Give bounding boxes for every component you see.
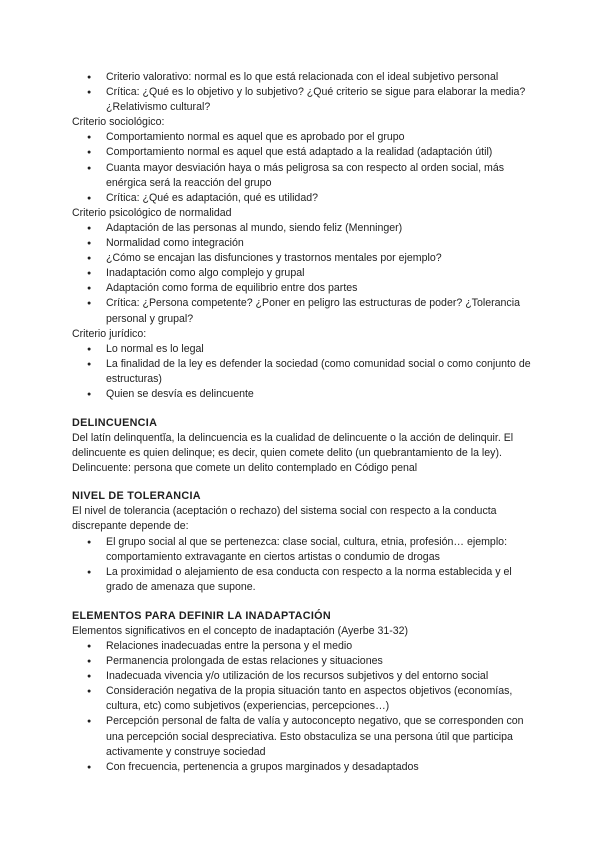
- elementos-list: [72, 639, 532, 775]
- tolerancia-list: [72, 535, 532, 595]
- list-item: ● Comportamiento normal es aquel que está adaptado a la realidad (adaptación útil): [106, 145, 532, 160]
- heading-nivel-tolerancia: NIVEL DE TOLERANCIA: [72, 490, 201, 503]
- list-item: ● Lo normal es lo legal: [106, 342, 532, 357]
- list-item: ● Consideración negativa de la propia situación tanto en aspectos objetivos (economías, cultura, etc) como subjetivos (experiencias, percepciones…): [106, 684, 532, 714]
- top-list: [72, 70, 532, 115]
- list-item: ● El grupo social al que se pertenezca: clase social, cultura, etnia, profesión… ejemplo: comportamiento extravagante en ciertos artistas o condumio de drogas: [106, 535, 532, 565]
- list-item: ● Relaciones inadecuadas entre la persona y el medio: [106, 639, 532, 654]
- juridico-list: [72, 342, 532, 402]
- list-item: ● Crítica: ¿Qué es adaptación, qué es utilidad?: [106, 191, 532, 206]
- list-item: ● Normalidad como integración: [106, 236, 532, 251]
- list-item: ● Inadecuada vivencia y/o utilización de los recursos subjetivos y del entorno social: [106, 669, 532, 684]
- sociologico-list: [72, 130, 532, 205]
- heading-delincuencia: DELINCUENCIA: [72, 417, 158, 430]
- heading-elementos-inadaptacion: ELEMENTOS PARA DEFINIR LA INADAPTACIÓN: [72, 609, 331, 622]
- paragraph-elementos-intro: Elementos significativos en el concepto de inadaptación (Ayerbe 31-32): [72, 624, 409, 637]
- list-item: ● Crítica: ¿Qué es lo objetivo y lo subjetivo? ¿Qué criterio se sigue para elaborar la media? ¿Relativismo cultural?: [106, 85, 532, 115]
- list-item: ● Percepción personal de falta de valía y autoconcepto negativo, que se corresponden con una percepción social despreciativa. Esto obstaculiza se una persona útil que participa activamente y construye sociedad: [106, 714, 532, 759]
- document-page: [72, 70, 532, 775]
- section-label-psicologico: Criterio psicológico de normalidad: [72, 206, 232, 219]
- list-item: ● Adaptación como forma de equilibrio entre dos partes: [106, 281, 532, 296]
- list-item: ● Criterio valorativo: normal es lo que está relacionada con el ideal subjetivo personal: [106, 70, 532, 85]
- list-item: ● ¿Cómo se encajan las disfunciones y trastornos mentales por ejemplo?: [106, 251, 532, 266]
- list-item: ● Inadaptación como algo complejo y grupal: [106, 266, 532, 281]
- paragraph-delincuencia-definition: Del latín delinquentĭa, la delincuencia es la cualidad de delincuente o la acción de delinquir. El delincuente es quien delinque; es decir, quien comete delito (un quebrantamiento de la ley).: [72, 432, 514, 460]
- list-item: ● Adaptación de las personas al mundo, siendo feliz (Menninger): [106, 221, 532, 236]
- list-item: ● La finalidad de la ley es defender la sociedad (como comunidad social o como conjunto de estructuras): [106, 357, 532, 387]
- paragraph-delincuente: Delincuente: persona que comete un delito contemplado en Código penal: [72, 462, 418, 475]
- list-item: ● Crítica: ¿Persona competente? ¿Poner en peligro las estructuras de poder? ¿Tolerancia personal y grupal?: [106, 296, 532, 326]
- list-item: ● Con frecuencia, pertenencia a grupos marginados y desadaptados: [106, 760, 532, 775]
- section-label-juridico: Criterio jurídico:: [72, 327, 147, 340]
- list-item: ● Quien se desvía es delincuente: [106, 387, 532, 402]
- section-label-sociologico: Criterio sociológico:: [72, 116, 165, 129]
- psicologico-list: [72, 221, 532, 327]
- list-item: ● Comportamiento normal es aquel que es aprobado por el grupo: [106, 130, 532, 145]
- list-item: ● Permanencia prolongada de estas relaciones y situaciones: [106, 654, 532, 669]
- paragraph-tolerancia-intro: El nivel de tolerancia (aceptación o rechazo) del sistema social con respecto a la conducta discrepante depende de:: [72, 505, 497, 533]
- list-item: ● La proximidad o alejamiento de esa conducta con respecto a la norma establecida y el grado de amenaza que supone.: [106, 565, 532, 595]
- list-item: ● Cuanta mayor desviación haya o más peligrosa sa con respecto al orden social, más enérgica será la reacción del grupo: [106, 161, 532, 191]
